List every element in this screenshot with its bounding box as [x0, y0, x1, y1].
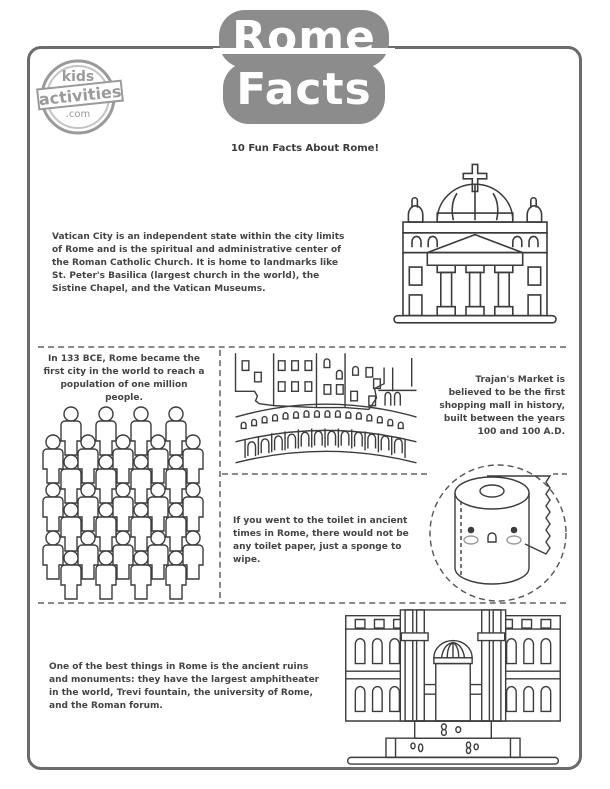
crowd-icon	[43, 405, 213, 583]
logo-text-kids: kids	[61, 69, 95, 85]
fact-population-text: In 133 BCE, Rome became the first city in the world to reach a population of one million people.	[43, 354, 205, 403]
fact-trajans-market-text: Trajan's Market is believed to be the first shopping mall in history, built between the years 100 and 100 A.D.	[439, 375, 565, 437]
logo-text-com: .com	[65, 109, 91, 120]
divider-vertical	[219, 350, 221, 598]
toilet-paper-icon	[425, 468, 575, 603]
logo-text-activities: activities	[37, 81, 123, 110]
fact-monuments-text: One of the best things in Rome is the ancient ruins and monuments: they have the largest amphitheater in the world, Trevi fountain, the university of Rome, and the Roman forum.	[49, 662, 320, 711]
fact-vatican-text: Vatican City is an independent state within the city limits of Rome and is the spiritual and administrative center of the Roman Catholic Church. It is home to landmarks like St. Peter's Basilica (largest church in the world), the Sistine Chapel, and the Vatican Museums.	[52, 232, 345, 294]
title-badge	[213, 8, 395, 126]
divider-3	[38, 602, 566, 604]
kids-activities-logo	[36, 55, 124, 137]
trevi-fountain-icon	[338, 608, 568, 766]
page-subtitle: 10 Fun Facts About Rome!	[230, 143, 380, 154]
title-line-facts: Facts	[236, 64, 372, 115]
logo-badge-icon	[36, 55, 124, 137]
basilica-icon	[385, 155, 565, 335]
colosseum-city-icon	[226, 348, 426, 468]
page-title	[213, 12, 395, 116]
divider-2-left	[222, 473, 427, 475]
title-line-rome: Rome	[232, 12, 376, 63]
fact-toilet-text: If you went to the toilet in ancient times in Rome, there would not be any toilet paper, just a sponge to wipe.	[233, 516, 409, 565]
